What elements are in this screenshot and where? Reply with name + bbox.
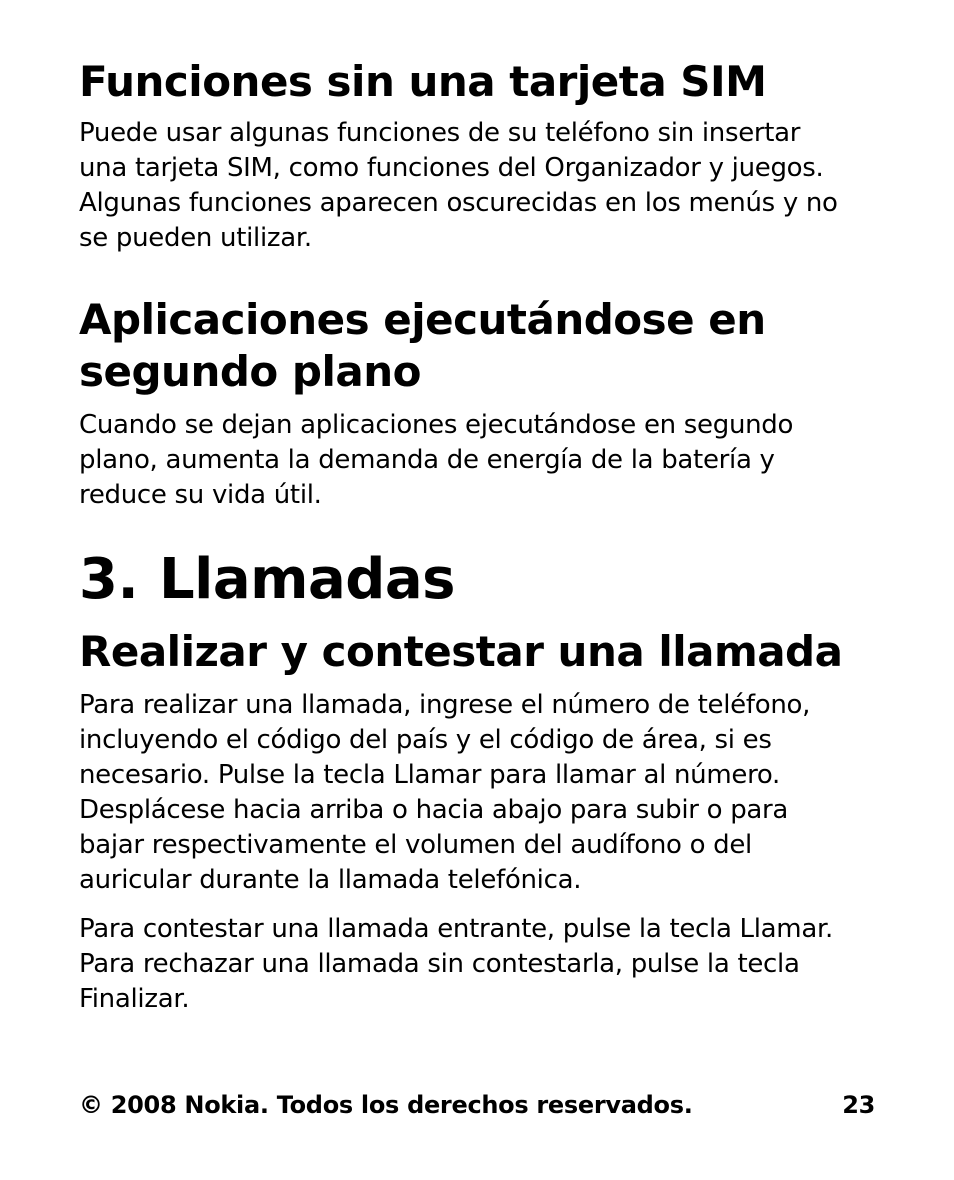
paragraph-line: Para contestar una llamada entrante, pulse la tecla Llamar. [79,914,833,944]
page-number: 23 [842,1091,875,1119]
section-title-calls: Realizar y contestar una llamada [79,627,843,676]
paragraph-line: una tarjeta SIM, como funciones del Organizador y juegos. [79,153,824,183]
paragraph-line: bajar respectivamente el volumen del audífono o del [79,830,752,860]
chapter-heading [79,548,455,612]
paragraph-line: Finalizar. [79,984,190,1014]
paragraph-line: Para realizar una llamada, ingrese el número de teléfono, [79,690,811,720]
paragraph-no-sim [79,116,838,256]
chapter-number: 3. [79,547,139,612]
section-title-background-apps [79,294,766,398]
paragraph-line: incluyendo el código del país y el código de área, si es [79,725,772,755]
section-title-line: Aplicaciones ejecutándose en [79,295,766,344]
section-title-line: segundo plano [79,347,421,396]
paragraph-line: Para rechazar una llamada sin contestarla, pulse la tecla [79,949,800,979]
chapter-title: Llamadas [159,547,456,612]
paragraph-line: necesario. Pulse la tecla Llamar para llamar al número. [79,760,781,790]
paragraph-make-call [79,688,810,898]
paragraph-line: plano, aumenta la demanda de energía de la batería y [79,445,775,475]
paragraph-line: reduce su vida útil. [79,480,322,510]
paragraph-line: Puede usar algunas funciones de su teléfono sin insertar [79,118,801,148]
paragraph-line: se pueden utilizar. [79,223,312,253]
paragraph-line: auricular durante la llamada telefónica. [79,865,582,895]
paragraph-line: Algunas funciones aparecen oscurecidas en los menús y no [79,188,838,218]
copyright-notice: © 2008 Nokia. Todos los derechos reservados. [79,1091,693,1119]
paragraph-line: Cuando se dejan aplicaciones ejecutándose en segundo [79,410,794,440]
paragraph-background-apps [79,408,793,513]
paragraph-line: Desplácese hacia arriba o hacia abajo para subir o para [79,795,789,825]
paragraph-answer-call [79,912,833,1017]
section-title-no-sim: Funciones sin una tarjeta SIM [79,57,767,106]
